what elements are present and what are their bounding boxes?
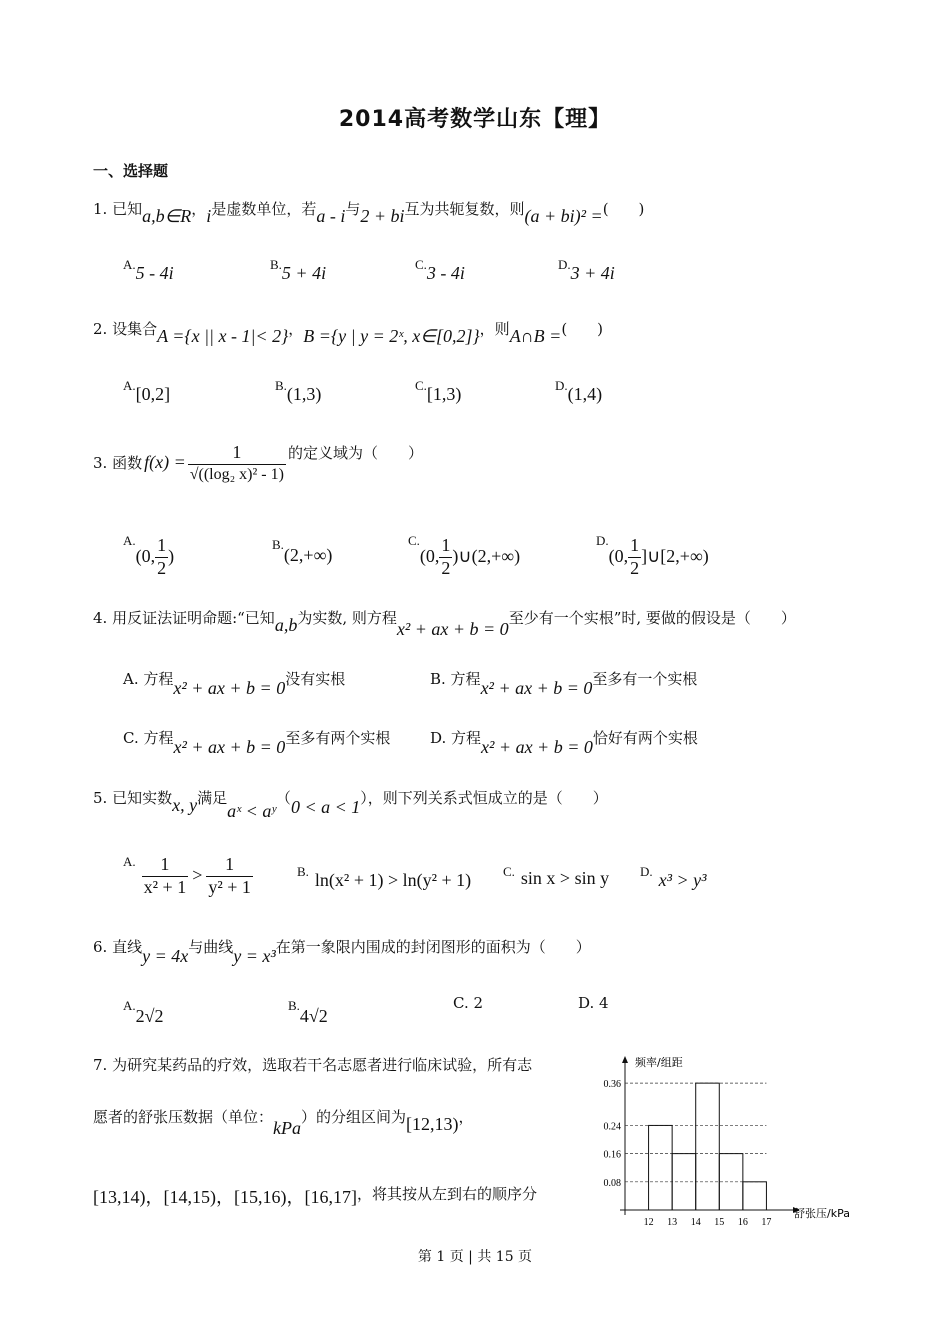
q1-math: (a + bi)² = [524,206,603,226]
q5-math: aˣ < aʸ [227,801,276,821]
q3-option-c-math: (0, $\frac{1}{2}$ )∪(2,+∞) [419,535,521,578]
q2-option-a: A.[0,2] [123,378,171,404]
q5-text: 5. 已知实数 [93,789,173,807]
q6-text: 与曲线 [188,938,234,956]
q5-text: ），则下列关系式恒成立的是（ ） [360,789,608,807]
x-tick-label: 17 [761,1217,772,1225]
q1-option-b-text: 5 + 4i [281,263,327,283]
q3-option-a-math: (0, $\frac{1}{2}$ ) [135,535,175,578]
q5-option-b-text: ln(x² + 1) > ln(y² + 1) [314,870,472,890]
q5-option-a: A. $\frac{1}{\text{x² + 1}}$ > $\frac{1}{\text{y² + 1}}$ [123,854,251,897]
q1-text: ， [191,200,207,218]
histogram-bar [743,1182,767,1210]
q1-option-a: A.5 - 4i [123,257,174,283]
q3-option-c: C. (0, $\frac{1}{2}$ )∪(2,+∞) [408,533,521,578]
q4-option-c: C. 方程x² + ax + b = 0至多有两个实根 [123,729,391,757]
q6-text: 6. 直线 [93,938,143,956]
question-6-stem [93,936,591,966]
x-tick-label: 12 [643,1217,654,1225]
q1-math: a - i [316,206,346,226]
q6-option-a-text: 2√2 [135,1006,164,1026]
q1-option-a-text: 5 - 4i [135,263,174,283]
y-axis-arrow [622,1056,628,1063]
q1-text: 是虚数单位，若 [211,200,317,218]
y-tick-label: 0.16 [603,1149,621,1161]
q6-option-c-text: 2 [473,994,484,1012]
q4-option-d: D. 方程x² + ax + b = 0恰好有两个实根 [430,729,698,757]
q3-option-b: B.(2,+∞) [272,537,333,565]
q4-text: 为实数, 则方程 [297,609,397,627]
q7-line-1: 7. 为研究某药品的疗效，选取若干名志愿者进行临床试验，所有志 [93,1056,533,1074]
q3-text: 的定义域为（ ） [287,443,423,462]
q6-text: 在第一象限内围成的封闭图形的面积为（ ） [275,938,591,956]
question-4-stem [93,607,796,639]
q2-option-d-text: (1,4) [567,384,603,404]
q2-math: A∩B = [509,326,562,346]
q5-option-c: C. sin x > sin y [503,864,610,888]
page-footer: 第 1 页 | 共 15 页 [417,1249,533,1265]
q2-option-a-text: [0,2] [135,384,171,404]
answer-paren: ( ) [602,200,645,218]
x-axis-label: 舒张压/kPa [794,1207,850,1220]
x-tick-label: 16 [737,1217,748,1225]
q5-option-a-frac1: $\frac{1}{\text{x² + 1}}$ [143,854,187,897]
q5-option-d: D. x³ > y³ [640,864,707,890]
q1-option-b: B.5 + 4i [270,257,327,283]
q4-option-a: A. 方程x² + ax + b = 0没有实根 [123,670,346,698]
q1-math: i [206,206,212,226]
q1-text: 互为共轭复数，则 [404,200,525,218]
q6-option-b: B.4√2 [288,998,328,1026]
q2-option-c: C.[1,3) [415,378,462,404]
q7-unit: kPa [273,1118,301,1138]
y-tick-label: 0.24 [603,1121,621,1133]
q2-text: 2. 设集合 [93,320,158,338]
q1-text: 1. 已知 [93,200,143,218]
q5-option-d-text: x³ > y³ [658,870,707,890]
question-5-stem [93,787,608,821]
q3-denominator: √((log₂ x)² - 1) [189,465,284,483]
q4-math: x² + ax + b = 0 [396,619,509,639]
q5-text: 满足 [197,789,228,807]
q1-option-c: C.3 - 4i [415,257,465,283]
q3-math: f(x) = [144,452,186,473]
q7-line-2: 愿者的舒张压数据（单位：kPa）的分组区间为[12,13)， [93,1108,474,1138]
histogram-bar [649,1125,673,1210]
q2-option-d: D.(1,4) [555,378,603,404]
q6-math: y = x³ [233,946,276,966]
histogram-bar [696,1083,720,1210]
q2-math: A ={x || x - 1|< 2} [157,326,289,346]
page-title: 2014高考数学山东【理】 [338,107,612,132]
histogram-chart [590,1050,860,1225]
q6-option-c: C. 2 [453,994,484,1012]
q6-option-b-text: 4√2 [299,1006,328,1026]
q5-option-b: B. ln(x² + 1) > ln(y² + 1) [297,864,472,890]
q4-option-b: B. 方程x² + ax + b = 0至多有一个实根 [430,670,698,698]
question-3-stem [93,442,423,484]
q3-option-b-text: (2,+∞) [283,545,333,565]
q5-option-a-frac2: $\frac{1}{\text{y² + 1}}$ [208,854,251,897]
q2-option-b-text: (1,3) [286,384,322,404]
q3-fraction [188,442,286,484]
q2-option-c-text: [1,3) [426,384,462,404]
q6-option-a: A.2√2 [123,998,164,1026]
q2-math: B ={y | y = 2ˣ, x∈[0,2]} [303,326,480,346]
q5-text: （ [275,789,291,807]
q1-option-c-text: 3 - 4i [426,263,465,283]
section-heading: 一、选择题 [93,162,169,180]
q7-line-3: [13,14)，[14,15)，[15,16)，[16,17]，将其按从左到右的顺序分 [93,1185,537,1207]
q3-option-a: A. (0, $\frac{1}{2}$ ) [123,533,175,578]
y-axis-label: 频率/组距 [635,1056,683,1069]
x-tick-label: 15 [714,1217,725,1225]
q3-option-d-math: (0, $\frac{1}{2}$ ]∪[2,+∞) [608,535,709,578]
q2-text: ，则 [479,320,510,338]
question-2-stem [93,318,604,346]
q4-text: 至少有一个实根”时, 要做的假设是（ ） [508,609,796,627]
question-1-stem [93,198,645,226]
q3-numerator: 1 [232,442,242,462]
q6-option-d: D. 4 [578,994,609,1012]
q3-option-d: D. (0, $\frac{1}{2}$ ]∪[2,+∞) [596,533,709,578]
q6-option-d-text: 4 [599,994,609,1012]
q4-math: a,b [274,615,298,635]
x-tick-label: 14 [690,1217,701,1225]
q2-text: ， [288,320,304,338]
q5-option-c-text: sin x > sin y [520,868,610,888]
q4-text: 4. 用反证法证明命题:“已知 [93,609,275,627]
q7-intervals: [13,14)，[14,15)，[15,16)，[16,17] [93,1187,357,1207]
q1-math: 2 + bi [360,206,405,226]
y-tick-label: 0.36 [603,1079,621,1091]
q1-option-d-text: 3 + 4i [570,263,615,283]
q5-math: x, y [172,795,198,815]
q2-option-b: B.(1,3) [275,378,322,404]
q1-option-d: D.3 + 4i [558,257,615,283]
q6-math: y = 4x [142,946,189,966]
q1-math: a,b∈R [142,206,192,226]
q5-math: 0 < a < 1 [290,797,361,817]
q3-text: 3. 函数 [93,453,143,472]
q1-text: 与 [345,200,361,218]
x-tick-label: 13 [667,1217,678,1225]
y-tick-label: 0.08 [603,1177,621,1189]
answer-paren: ( ) [561,320,604,338]
